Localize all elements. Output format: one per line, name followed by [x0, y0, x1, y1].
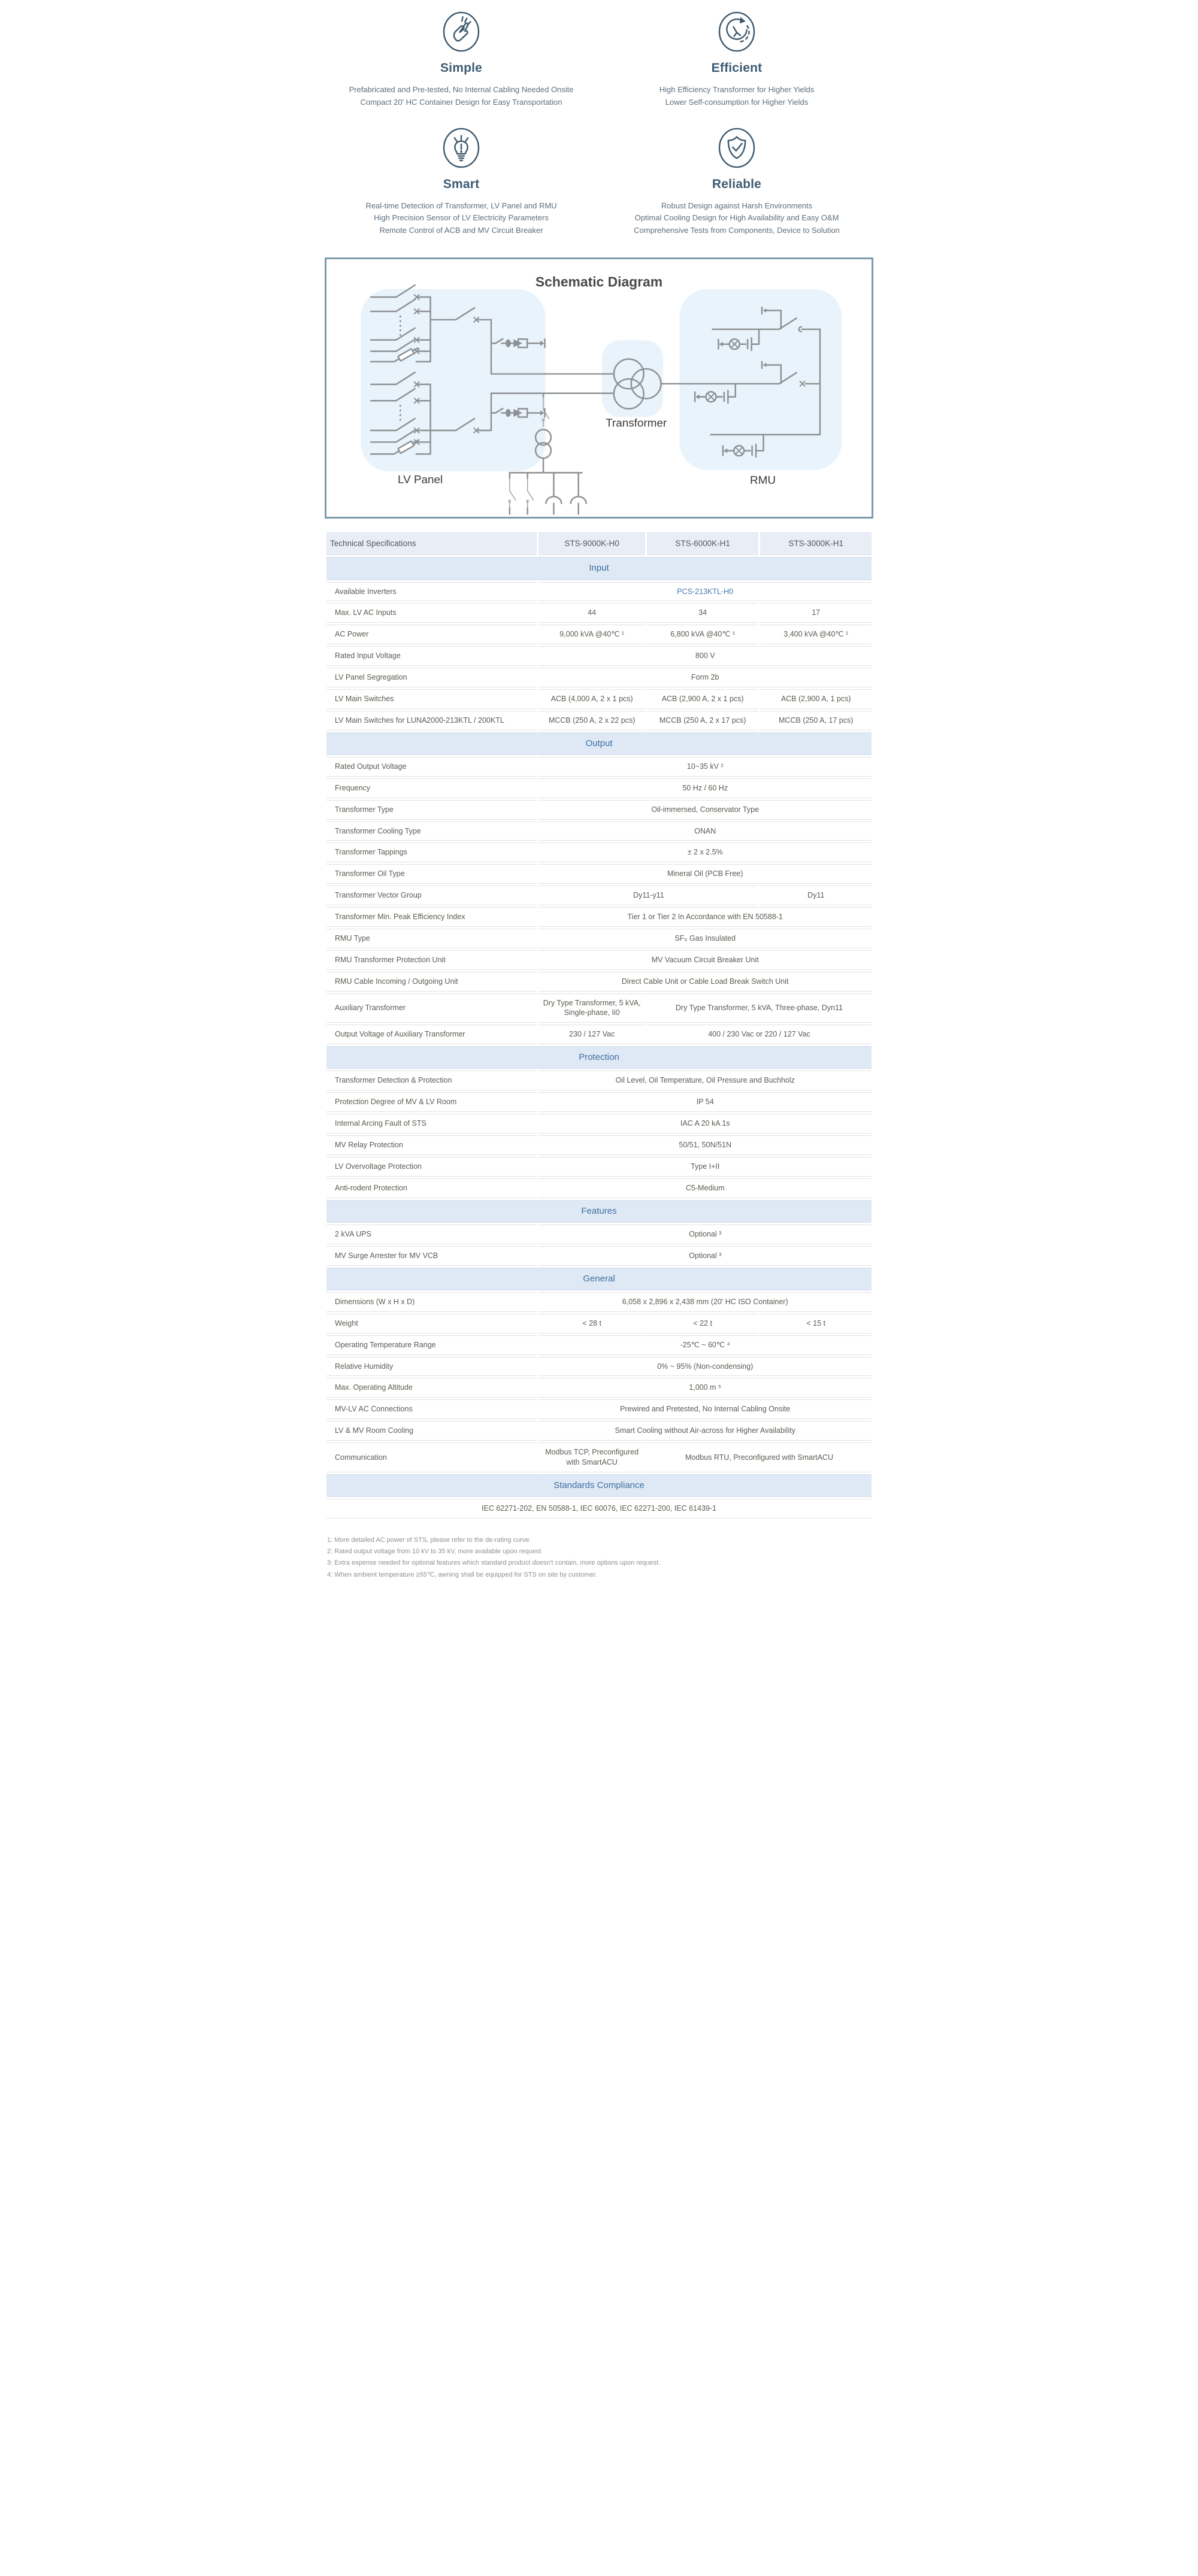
- spec-row: [326, 668, 872, 687]
- section-header: General: [326, 1268, 872, 1290]
- spec-row: [326, 907, 872, 927]
- spec-value: Optional ³: [539, 1246, 872, 1266]
- schematic-title: Schematic Diagram: [535, 274, 663, 290]
- spec-value: Modbus TCP, Preconfigured with SmartACU: [539, 1442, 645, 1472]
- spec-value: Dy11-y11: [539, 886, 758, 905]
- spec-value: MCCB (250 A, 17 pcs): [760, 711, 872, 731]
- spec-row: [326, 1071, 872, 1090]
- spec-value: 44: [539, 603, 645, 623]
- spec-row: [326, 1225, 872, 1244]
- feature-line: High Efficiency Transformer for Higher Yields: [659, 85, 815, 94]
- spec-value: -25℃ ~ 60℃ ⁴: [539, 1335, 872, 1355]
- spec-value: ACB (2,900 A, 1 pcs): [760, 689, 872, 709]
- spec-value: PCS-213KTL-H0: [539, 582, 872, 602]
- spec-row: [326, 1499, 872, 1519]
- spec-value: 400 / 230 Vac or 220 / 127 Vac: [647, 1025, 872, 1044]
- feature-simple: [323, 8, 599, 109]
- spec-label: Transformer Vector Group: [326, 886, 537, 905]
- schematic-svg: [326, 259, 872, 517]
- spec-value: Oil Level, Oil Temperature, Oil Pressure and Buchholz: [539, 1071, 872, 1090]
- spec-label: LV Panel Segregation: [326, 668, 537, 687]
- spec-row: [326, 778, 872, 798]
- section-header: Output: [326, 732, 872, 755]
- spec-label: Transformer Tappings: [326, 842, 537, 862]
- spec-label: Rated Input Voltage: [326, 646, 537, 666]
- spec-row: [326, 972, 872, 992]
- spec-row: [326, 711, 872, 731]
- spec-row: [326, 757, 872, 777]
- feature-line: Lower Self-consumption for Higher Yields: [665, 97, 809, 107]
- lv-panel-blob: [361, 289, 545, 471]
- table-header-row: [326, 532, 872, 555]
- spec-value: Type I+II: [539, 1157, 872, 1177]
- spec-value: < 28 t: [539, 1314, 645, 1334]
- spec-label: Available Inverters: [326, 582, 537, 602]
- spec-label: LV Main Switches: [326, 689, 537, 709]
- spec-row: [326, 689, 872, 709]
- spec-label: Transformer Cooling Type: [326, 822, 537, 841]
- spec-label: Max. LV AC Inputs: [326, 603, 537, 623]
- section-header-row: [326, 557, 872, 580]
- schematic-diagram: [325, 257, 873, 519]
- spec-value: Modbus RTU, Preconfigured with SmartACU: [647, 1442, 872, 1472]
- section-header: Protection: [326, 1046, 872, 1069]
- rmu-blob: [679, 289, 842, 470]
- feature-smart: [323, 125, 599, 237]
- footnotes: [327, 1535, 871, 1581]
- spec-value: Smart Cooling without Air-across for Higher Availability: [539, 1421, 872, 1441]
- spec-value: Dry Type Transformer, 5 kVA, Three-phase, Dyn11: [647, 993, 872, 1023]
- spec-value: 17: [760, 603, 872, 623]
- spec-label: Frequency: [326, 778, 537, 798]
- section-header-row: [326, 1046, 872, 1069]
- spec-row: [326, 886, 872, 905]
- spec-label: RMU Type: [326, 929, 537, 948]
- technical-specifications-table: [325, 531, 873, 1520]
- footnote: 1: More detailed AC power of STS, please refer to the de-rating curve.: [327, 1536, 531, 1544]
- spec-value: 3,400 kVA @40℃ ¹: [760, 625, 872, 644]
- feature-line: Compact 20' HC Container Design for Easy Transportation: [360, 97, 562, 107]
- spec-value: 6,800 kVA @40℃ ¹: [647, 625, 759, 644]
- spec-value: 1,000 m ⁵: [539, 1378, 872, 1398]
- shield-check-icon: [617, 125, 857, 171]
- section-header-row: [326, 1268, 872, 1290]
- spec-value: IAC A 20 kA 1s: [539, 1114, 872, 1134]
- spec-value: 50/51, 50N/51N: [539, 1135, 872, 1155]
- spec-row: [326, 929, 872, 948]
- spec-label: RMU Cable Incoming / Outgoing Unit: [326, 972, 537, 992]
- spec-row: [326, 993, 872, 1023]
- spec-label: Anti-rodent Protection: [326, 1178, 537, 1198]
- spec-label: RMU Transformer Protection Unit: [326, 950, 537, 970]
- feature-title: Reliable: [712, 177, 762, 191]
- spec-label: Transformer Detection & Protection: [326, 1071, 537, 1090]
- spec-row: [326, 1442, 872, 1472]
- section-header-row: [326, 732, 872, 755]
- spec-value: 0% ~ 95% (Non-condensing): [539, 1357, 872, 1377]
- spec-value: 230 / 127 Vac: [539, 1025, 645, 1044]
- spec-row: [326, 1399, 872, 1419]
- transformer-label: Transformer: [606, 417, 667, 430]
- spec-value: Direct Cable Unit or Cable Load Break Switch Unit: [539, 972, 872, 992]
- spec-label: Relative Humidity: [326, 1357, 537, 1377]
- spec-label: LV Overvoltage Protection: [326, 1157, 537, 1177]
- spec-row: [326, 1092, 872, 1112]
- spec-value: Mineral Oil (PCB Free): [539, 864, 872, 884]
- spec-label: 2 kVA UPS: [326, 1225, 537, 1244]
- spec-label: LV Main Switches for LUNA2000-213KTL / 200KTL: [326, 711, 537, 731]
- spec-label: LV & MV Room Cooling: [326, 1421, 537, 1441]
- spec-label: Communication: [326, 1442, 537, 1472]
- spec-label: Output Voltage of Auxiliary Transformer: [326, 1025, 537, 1044]
- spec-value: Oil-immersed, Conservator Type: [539, 800, 872, 820]
- spec-value: MCCB (250 A, 2 x 17 pcs): [647, 711, 759, 731]
- spec-value: MV Vacuum Circuit Breaker Unit: [539, 950, 872, 970]
- snap-fingers-icon: [341, 8, 581, 55]
- section-header-row: [326, 1200, 872, 1223]
- spec-value: IP 54: [539, 1092, 872, 1112]
- spec-row: [326, 864, 872, 884]
- table-header-cell: STS-6000K-H1: [647, 532, 759, 555]
- feature-grid: [300, 0, 898, 242]
- spec-value: 800 V: [539, 646, 872, 666]
- spec-label: Dimensions (W x H x D): [326, 1292, 537, 1312]
- spec-value: Form 2b: [539, 668, 872, 687]
- spec-row: [326, 603, 872, 623]
- spec-row: [326, 582, 872, 602]
- spec-row: [326, 1292, 872, 1312]
- spec-row: [326, 822, 872, 841]
- section-header: Features: [326, 1200, 872, 1223]
- datasheet-page: [300, 0, 898, 1581]
- spec-value: Tier 1 or Tier 2 In Accordance with EN 50588-1: [539, 907, 872, 927]
- spec-row: [326, 1314, 872, 1334]
- smart-bulb-icon: [341, 125, 581, 171]
- spec-row: [326, 1246, 872, 1266]
- spec-row: [326, 1135, 872, 1155]
- spec-row: [326, 1025, 872, 1044]
- feature-title: Simple: [440, 61, 483, 75]
- spec-label: Internal Arcing Fault of STS: [326, 1114, 537, 1134]
- spec-value: ACB (2,900 A, 2 x 1 pcs): [647, 689, 759, 709]
- spec-value: 10~35 kV ²: [539, 757, 872, 777]
- spec-label: Rated Output Voltage: [326, 757, 537, 777]
- spec-value: SF₆ Gas Insulated: [539, 929, 872, 948]
- spec-value: Dry Type Transformer, 5 kVA, Single-phase, Ii0: [539, 993, 645, 1023]
- spec-label: MV-LV AC Connections: [326, 1399, 537, 1419]
- feature-line: Remote Control of ACB and MV Circuit Breaker: [379, 226, 543, 235]
- spec-label: Protection Degree of MV & LV Room: [326, 1092, 537, 1112]
- spec-value: ONAN: [539, 822, 872, 841]
- spec-row: [326, 1178, 872, 1198]
- spec-value: < 22 t: [647, 1314, 759, 1334]
- spec-row: [326, 1157, 872, 1177]
- feature-reliable: [599, 125, 875, 237]
- spec-label: MV Surge Arrester for MV VCB: [326, 1246, 537, 1266]
- spec-label: Transformer Min. Peak Efficiency Index: [326, 907, 537, 927]
- spec-label: Operating Temperature Range: [326, 1335, 537, 1355]
- spec-value: 34: [647, 603, 759, 623]
- feature-line: Optimal Cooling Design for High Availability and Easy O&M: [634, 213, 839, 223]
- section-header-row: [326, 1474, 872, 1497]
- spec-value: 9,000 kVA @40℃ ¹: [539, 625, 645, 644]
- spec-label: Auxiliary Transformer: [326, 993, 537, 1023]
- lv-panel-label: LV Panel: [398, 473, 443, 486]
- section-header: Input: [326, 557, 872, 580]
- footnote: 2: Rated output voltage from 10 kV to 35 kV, more available upon request: [327, 1548, 541, 1556]
- footnote: 4: When ambient temperature ≥55℃, awning shall be equipped for STS on site by customer.: [327, 1571, 597, 1578]
- feature-efficient: [599, 8, 875, 109]
- spec-label: AC Power: [326, 625, 537, 644]
- spec-row: [326, 800, 872, 820]
- spec-label: Transformer Oil Type: [326, 864, 537, 884]
- spec-value: Optional ³: [539, 1225, 872, 1244]
- feature-title: Efficient: [711, 61, 763, 75]
- spec-value: ± 2 x 2.5%: [539, 842, 872, 862]
- spec-row: [326, 646, 872, 666]
- feature-line: Prefabricated and Pre-tested, No Internal Cabling Needed Onsite: [349, 85, 574, 94]
- efficiency-clock-icon: [617, 8, 857, 55]
- spec-label: Transformer Type: [326, 800, 537, 820]
- spec-row: [326, 1378, 872, 1398]
- spec-value: Prewired and Pretested, No Internal Cabling Onsite: [539, 1399, 872, 1419]
- spec-row: [326, 950, 872, 970]
- spec-label: Max. Operating Altitude: [326, 1378, 537, 1398]
- feature-line: High Precision Sensor of LV Electricity Parameters: [374, 213, 549, 223]
- spec-value: 6,058 x 2,896 x 2,438 mm (20' HC ISO Container): [539, 1292, 872, 1312]
- feature-line: Real-time Detection of Transformer, LV Panel and RMU: [365, 201, 557, 210]
- spec-value: IEC 62271-202, EN 50588-1, IEC 60076, IEC 62271-200, IEC 61439-1: [326, 1499, 872, 1519]
- spec-row: [326, 1114, 872, 1134]
- section-header: Standards Compliance: [326, 1474, 872, 1497]
- spec-value: ACB (4,000 A, 2 x 1 pcs): [539, 689, 645, 709]
- feature-line: Robust Design against Harsh Environments: [661, 201, 813, 210]
- spec-row: [326, 625, 872, 644]
- spec-row: [326, 1357, 872, 1377]
- spec-value: C5-Medium: [539, 1178, 872, 1198]
- spec-row: [326, 842, 872, 862]
- spec-value: 50 Hz / 60 Hz: [539, 778, 872, 798]
- spec-value: < 15 t: [760, 1314, 872, 1334]
- spec-label: MV Relay Protection: [326, 1135, 537, 1155]
- table-header-cell: STS-3000K-H1: [760, 532, 872, 555]
- feature-title: Smart: [443, 177, 480, 191]
- footnote: 3: Extra expense needed for optional features which standard product doesn't contain, more options upon request.: [327, 1559, 661, 1567]
- spec-value: MCCB (250 A, 2 x 22 pcs): [539, 711, 645, 731]
- spec-row: [326, 1421, 872, 1441]
- spec-value: Dy11: [760, 886, 872, 905]
- feature-line: Comprehensive Tests from Components, Device to Solution: [634, 226, 840, 235]
- spec-row: [326, 1335, 872, 1355]
- table-header-cell: Technical Specifications: [326, 532, 537, 555]
- spec-label: Weight: [326, 1314, 537, 1334]
- rmu-label: RMU: [749, 474, 776, 487]
- table-header-cell: STS-9000K-H0: [539, 532, 645, 555]
